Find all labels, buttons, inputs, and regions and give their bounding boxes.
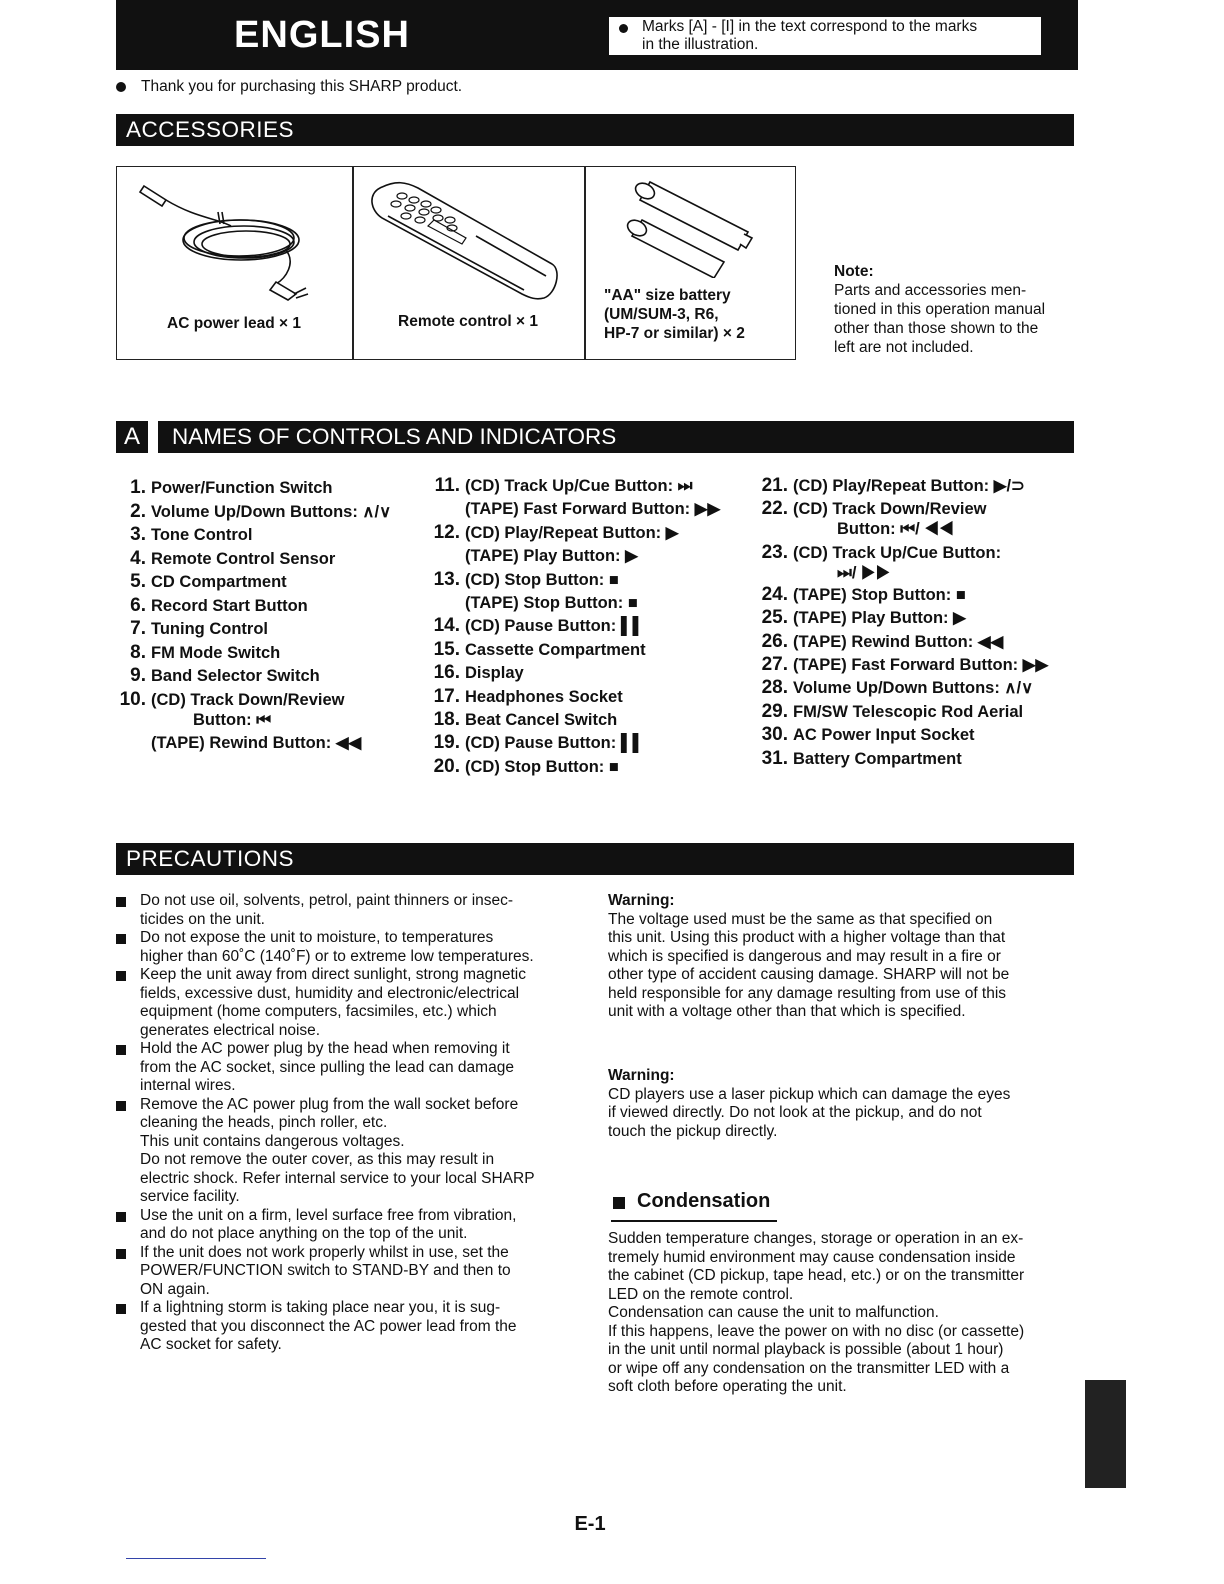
ac-power-lead-illustration (136, 178, 316, 303)
control-label: (TAPE) Play Button: ▶ (465, 547, 638, 566)
header-note (609, 17, 1041, 55)
precaution-line: generates electrical noise. (140, 1021, 321, 1039)
section-heading-accessories (116, 114, 1074, 146)
control-label: FM/SW Telescopic Rod Aerial (793, 702, 1024, 721)
text-line: other type of accident causing damage. SHARP will not be (608, 966, 1010, 983)
control-number: 22. (761, 498, 788, 520)
precaution-line: Do not expose the unit to moisture, to temperatures (140, 929, 494, 946)
precaution-line: If a lightning storm is taking place near you, it is sug- (140, 1299, 501, 1316)
note-line: Parts and accessories men- (834, 282, 1027, 299)
precaution-item (116, 892, 582, 929)
precaution-line: If the unit does not work properly whilst in use, set the (140, 1243, 509, 1261)
text-line: which is specified is dangerous and may result in a fire or (608, 947, 1001, 965)
text-line: unit with a voltage other than that which is specified. (608, 1003, 966, 1020)
section-heading-text: PRECAUTIONS (126, 846, 295, 871)
control-label: (CD) Play/Repeat Button: ▶ (465, 523, 679, 542)
control-item (754, 632, 1074, 652)
precaution-line: Do not use oil, solvents, petrol, paint thinners or insec- (140, 892, 514, 909)
control-item (112, 733, 412, 753)
control-number: 30. (761, 724, 788, 746)
control-item (426, 687, 746, 707)
text-line: The voltage used must be the same as that specified on (608, 910, 993, 928)
precaution-line: POWER/FUNCTION switch to STAND-BY and then to (140, 1262, 511, 1279)
precaution-line: gested that you disconnect the AC power lead from the (140, 1317, 517, 1335)
text-line: or wipe off any condensation on the transmitter LED with a (608, 1359, 1010, 1377)
control-label: Headphones Socket (465, 687, 623, 706)
control-number: 5. (130, 571, 146, 592)
control-label: Cassette Compartment (465, 640, 646, 659)
control-item (426, 499, 746, 519)
text-line: this unit. Using this product with a higher voltage than that (608, 929, 1006, 946)
square-bullet-icon (116, 897, 126, 907)
control-number: 31. (761, 747, 788, 769)
header-note-line: Marks [A] - [I] in the text correspond to the marks (642, 18, 978, 35)
control-number: 16. (433, 662, 460, 684)
control-label: CD Compartment (151, 573, 287, 591)
text-line: if viewed directly. Do not look at the pickup, and do not (608, 1104, 982, 1121)
square-bullet-icon (116, 1045, 126, 1055)
precaution-line: Use the unit on a firm, level surface free from vibration, (140, 1206, 517, 1224)
control-label: FM Mode Switch (151, 643, 281, 662)
control-number: 27. (761, 653, 788, 675)
condensation-text (608, 1230, 1078, 1397)
section-letter-a: A (116, 421, 148, 453)
control-item (754, 678, 1074, 698)
control-item (112, 666, 412, 686)
control-number: 10. (119, 688, 146, 710)
control-item (112, 596, 412, 616)
note-line: other than those shown to the (834, 320, 1039, 337)
text-line: CD players use a laser pickup which can damage the eyes (608, 1085, 1011, 1103)
control-item (112, 643, 412, 663)
control-label: Volume Up/Down Buttons: ∧/∨ (793, 679, 1034, 698)
control-item (426, 757, 746, 777)
precaution-line: Keep the unit away from direct sunlight, strong magnetic (140, 966, 526, 983)
control-item (426, 710, 746, 730)
text-line: held responsible for any damage resulting from use of this (608, 984, 1007, 1002)
precaution-line: Do not remove the outer cover, as this may result in (140, 1151, 495, 1168)
control-label: (TAPE) Rewind Button: ◀◀ (793, 632, 1004, 651)
control-number: 11. (434, 475, 460, 496)
control-number: 19. (433, 732, 460, 754)
text-line: LED on the remote control. (608, 1285, 794, 1303)
warning-voltage (608, 892, 1078, 1022)
control-item (426, 546, 746, 566)
battery-label-line: "AA" size battery (604, 287, 731, 304)
warning-laser (608, 1067, 1078, 1141)
warning-title: Warning: (608, 1067, 675, 1084)
control-item (754, 519, 1074, 539)
control-number: 2. (130, 500, 146, 522)
control-label: (TAPE) Play Button: ▶ (793, 609, 966, 628)
control-label: (CD) Track Up/Cue Button: (793, 543, 1002, 562)
control-number: 7. (130, 618, 146, 639)
control-item (112, 572, 412, 592)
controls-column-2 (426, 476, 746, 780)
control-label: (CD) Track Down/Review (793, 500, 987, 519)
control-number: 9. (130, 665, 146, 686)
text-line: soft cloth before operating the unit. (608, 1378, 847, 1395)
control-label: Power/Function Switch (151, 479, 333, 497)
control-item (754, 543, 1074, 563)
control-item (426, 523, 746, 543)
control-label: (TAPE) Fast Forward Button: ▶▶ (465, 500, 721, 519)
control-label: Tuning Control (151, 620, 268, 638)
control-number: 4. (130, 547, 146, 569)
precaution-line: AC socket for safety. (140, 1336, 282, 1353)
precaution-line: Remove the AC power plug from the wall socket before (140, 1095, 519, 1113)
control-label: (CD) Stop Button: ■ (465, 757, 619, 776)
control-item (426, 570, 746, 590)
warning-title: Warning: (608, 892, 675, 909)
control-label: (CD) Play/Repeat Button: ▶/⊃ (793, 477, 1025, 495)
precaution-line: fields, excessive dust, humidity and electronic/electrical (140, 984, 520, 1002)
control-label: Band Selector Switch (151, 667, 320, 685)
control-item (754, 702, 1074, 722)
control-item (754, 725, 1074, 745)
control-item (112, 502, 412, 522)
divider (126, 1558, 266, 1559)
note-line: tioned in this operation manual (834, 301, 1046, 318)
battery-label-line: HP-7 or similar) × 2 (604, 325, 745, 342)
control-number: 14. (433, 615, 460, 637)
intro-text: Thank you for purchasing this SHARP product. (141, 78, 463, 95)
control-number: 8. (130, 641, 146, 663)
control-label: AC Power Input Socket (793, 726, 975, 745)
controls-column-1 (112, 478, 412, 757)
control-number: 26. (761, 630, 788, 652)
text-line: Condensation can cause the unit to malfunction. (608, 1304, 939, 1321)
control-item (112, 478, 412, 498)
divider (611, 1220, 777, 1222)
control-number: 23. (761, 541, 788, 563)
control-item (426, 593, 746, 613)
control-item (754, 608, 1074, 628)
precaution-line: from the AC socket, since pulling the lead can damage (140, 1058, 514, 1076)
control-label: Beat Cancel Switch (465, 710, 618, 729)
square-bullet-icon (116, 971, 126, 981)
control-label: (TAPE) Fast Forward Button: ▶▶ (793, 655, 1049, 674)
precaution-line: equipment (home computers, facsimiles, etc.) which (140, 1003, 497, 1020)
control-label: Display (465, 664, 524, 683)
control-label: (TAPE) Stop Button: ■ (465, 593, 638, 612)
control-item (112, 619, 412, 639)
control-label: Button: ⏮ (193, 710, 272, 729)
control-number: 20. (433, 755, 460, 777)
control-item (112, 690, 412, 710)
accessory-label-battery (604, 286, 774, 343)
page-title: ENGLISH (234, 14, 410, 56)
control-item (426, 476, 746, 496)
square-bullet-icon (116, 1304, 126, 1314)
accessories-note (834, 262, 1078, 357)
control-label: ⏭/ ▶▶ (837, 563, 891, 582)
control-item (754, 749, 1074, 769)
control-label: (TAPE) Stop Button: ■ (793, 585, 966, 604)
precaution-item (116, 1096, 582, 1207)
text-line: in the unit until normal playback is possible (about 1 hour) (608, 1341, 1004, 1358)
square-bullet-icon (116, 1249, 126, 1259)
control-number: 24. (761, 583, 788, 605)
precaution-line: Hold the AC power plug by the head when removing it (140, 1040, 510, 1057)
precaution-line: service facility. (140, 1188, 240, 1205)
control-number: 18. (433, 708, 460, 730)
control-number: 6. (130, 594, 146, 616)
accessory-label-ac-lead: AC power lead × 1 (167, 315, 301, 332)
section-heading-text: ACCESSORIES (126, 117, 295, 142)
section-heading-precautions (116, 843, 1074, 875)
control-item (754, 563, 1074, 583)
precaution-item (116, 1244, 582, 1300)
note-line: left are not included. (834, 339, 974, 356)
control-item (754, 585, 1074, 605)
control-number: 3. (130, 524, 146, 545)
text-line: touch the pickup directly. (608, 1122, 778, 1140)
precaution-line: electric shock. Refer internal service to your local SHARP (140, 1169, 535, 1187)
control-item (754, 655, 1074, 675)
control-item (112, 525, 412, 545)
control-label: Tone Control (151, 526, 253, 544)
control-number: 28. (761, 677, 788, 699)
square-bullet-icon (116, 1212, 126, 1222)
control-item (426, 663, 746, 683)
bullet-icon (116, 82, 126, 92)
control-number: 21. (761, 475, 788, 496)
square-bullet-icon (116, 934, 126, 944)
controls-column-3 (754, 476, 1074, 772)
precaution-line: ON again. (140, 1280, 210, 1298)
remote-control-illustration (366, 176, 566, 306)
control-label: (CD) Pause Button: ▌▌ (465, 617, 645, 636)
control-number: 29. (761, 700, 788, 722)
control-label: Remote Control Sensor (151, 549, 336, 568)
precaution-item (116, 1040, 582, 1096)
precaution-item (116, 929, 582, 966)
control-item (112, 710, 412, 730)
control-number: 13. (433, 568, 460, 590)
control-item (426, 733, 746, 753)
note-title: Note: (834, 263, 874, 280)
precaution-line: ticides on the unit. (140, 910, 265, 928)
control-item (426, 640, 746, 660)
precautions-list (116, 892, 582, 1355)
text-line: the cabinet (CD pickup, tape head, etc.) or on the transmitter (608, 1267, 1025, 1284)
square-bullet-icon (613, 1197, 625, 1209)
precaution-line: higher than 60˚C (140˚F) or to extreme low temperatures. (140, 947, 534, 965)
control-number: 1. (130, 477, 146, 498)
control-label: Record Start Button (151, 596, 308, 615)
control-item (754, 476, 1074, 496)
control-item (754, 499, 1074, 519)
control-label: (CD) Stop Button: ■ (465, 570, 619, 589)
control-item (426, 616, 746, 636)
text-line: Sudden temperature changes, storage or operation in an ex- (608, 1230, 1024, 1247)
control-label: Battery Compartment (793, 749, 962, 768)
battery-label-line: (UM/SUM-3, R6, (604, 306, 719, 323)
control-number: 17. (433, 685, 460, 707)
text-line: If this happens, leave the power on with no disc (or cassette) (608, 1322, 1025, 1340)
control-item (112, 549, 412, 569)
control-number: 25. (761, 607, 788, 629)
precaution-item (116, 966, 582, 1040)
divider (584, 166, 586, 360)
square-bullet-icon (116, 1101, 126, 1111)
section-heading-text: NAMES OF CONTROLS AND INDICATORS (172, 424, 617, 449)
precaution-line: cleaning the heads, pinch roller, etc. (140, 1114, 388, 1131)
control-label: Button: ⏮/ ◀◀ (837, 520, 954, 539)
control-label: (TAPE) Rewind Button: ◀◀ (151, 734, 362, 752)
control-number: 15. (433, 638, 460, 660)
text-line: tremely humid environment may cause condensation inside (608, 1248, 1016, 1266)
precaution-line: internal wires. (140, 1077, 236, 1094)
bullet-icon (619, 24, 628, 33)
control-label: (CD) Track Down/Review (151, 690, 345, 709)
condensation-title: Condensation (637, 1190, 771, 1212)
precaution-line: This unit contains dangerous voltages. (140, 1132, 405, 1150)
language-tab-marker (1085, 1380, 1126, 1488)
control-label: (CD) Track Up/Cue Button: ⏭ (465, 477, 693, 495)
header-note-line: in the illustration. (642, 36, 759, 53)
section-heading-controls (158, 421, 1074, 453)
accessory-label-remote: Remote control × 1 (398, 313, 538, 330)
control-label: Volume Up/Down Buttons: ∧/∨ (151, 502, 392, 521)
precaution-line: and do not place anything on the top of the unit. (140, 1225, 468, 1242)
battery-illustration (620, 168, 770, 278)
control-label: (CD) Pause Button: ▌▌ (465, 734, 645, 753)
page-number: E-1 (574, 1513, 606, 1535)
precaution-item (116, 1207, 582, 1244)
precaution-item (116, 1299, 582, 1355)
control-number: 12. (433, 521, 460, 543)
